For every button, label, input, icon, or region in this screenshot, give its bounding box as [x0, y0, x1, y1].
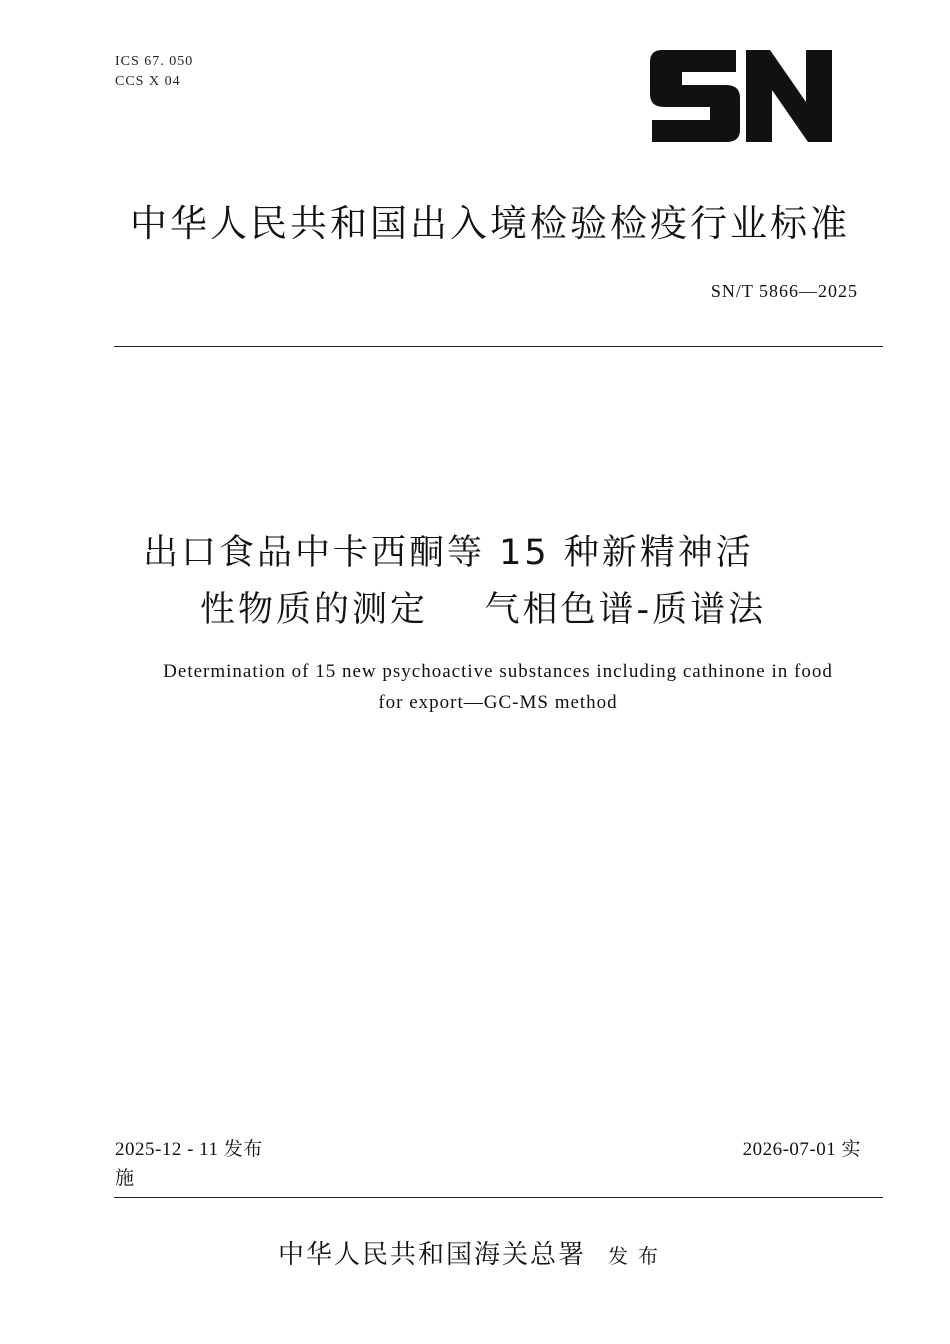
top-divider [114, 346, 883, 347]
issue-date-wrap: 施 [115, 1167, 135, 1189]
title-chinese-line-2: 性物质的测定 气相色谱-质谱法 [200, 590, 767, 630]
title-chinese-line-1: 出口食品中卡西酮等 15 种新精神活 [143, 533, 754, 573]
issuer-name: 中华人民共和国海关总署 [278, 1240, 587, 1270]
title-english-line-2: for export—GC-MS method [378, 692, 618, 713]
sn-logo [650, 50, 834, 142]
standard-type-heading: 中华人民共和国出入境检验检疫行业标准 [130, 202, 850, 245]
bottom-divider [114, 1197, 883, 1198]
standard-number: SN/T 5866—2025 [710, 281, 858, 301]
ccs-code: CCS X 04 [115, 74, 181, 89]
issue-date: 2025-12 - 11 发布 [115, 1139, 263, 1160]
classification-codes [115, 52, 193, 92]
issuer-line [278, 1234, 668, 1271]
implementation-date: 2026-07-01 实 [742, 1139, 861, 1160]
title-english-line-1: Determination of 15 new psychoactive substances including cathinone in food [163, 661, 833, 682]
ics-code: ICS 67. 050 [115, 54, 194, 69]
issuer-action: 发布 [608, 1244, 669, 1268]
